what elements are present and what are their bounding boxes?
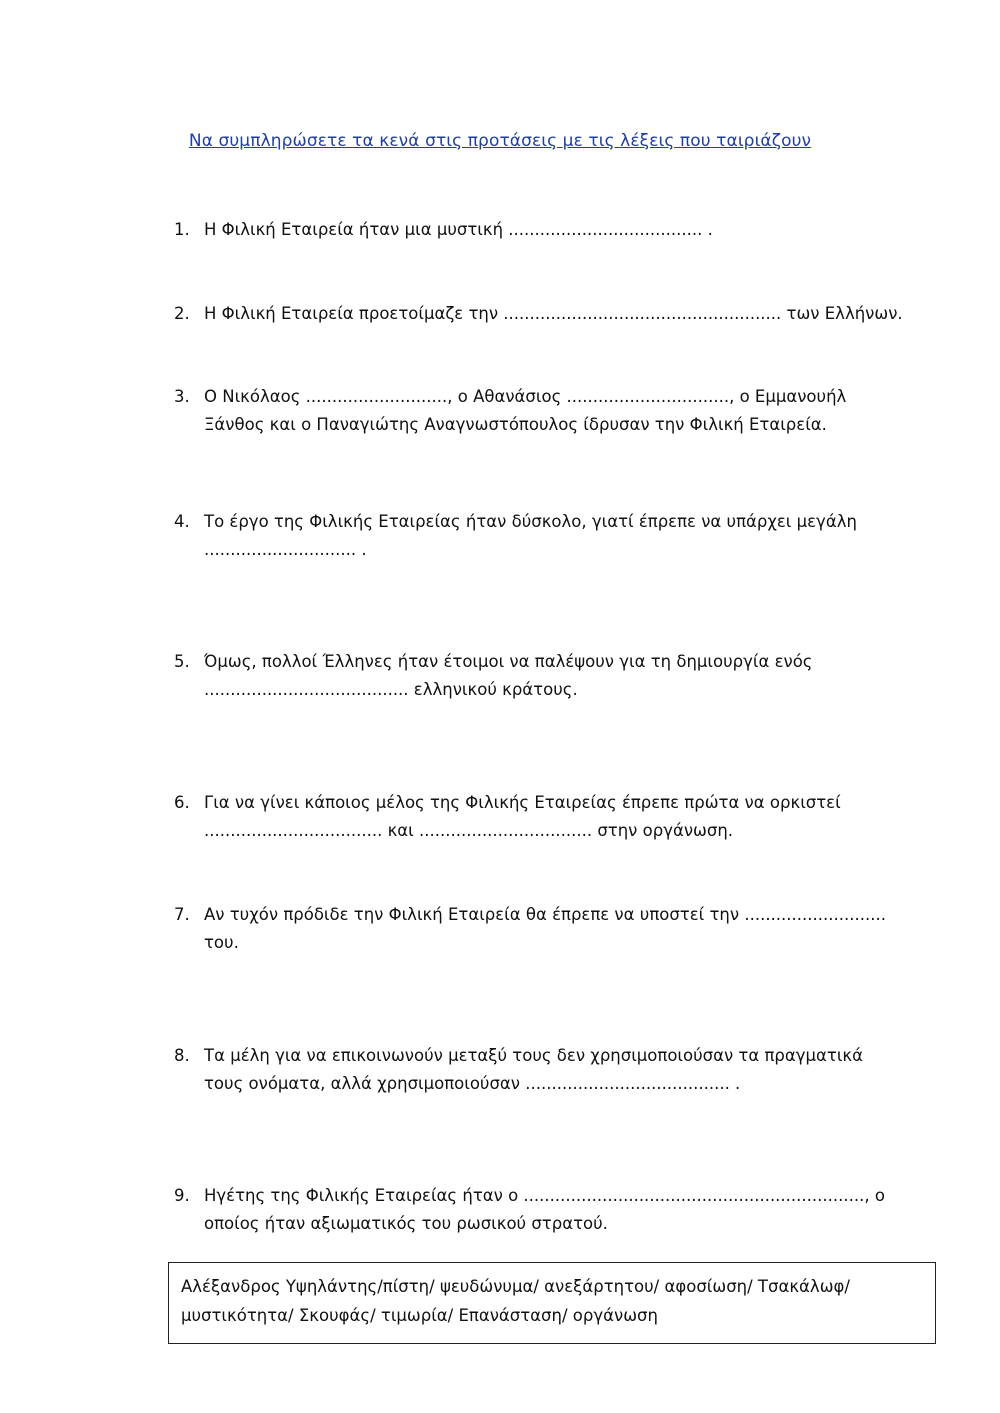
question-number: 9. — [174, 1186, 190, 1205]
question-3 — [174, 383, 934, 439]
question-number: 5. — [174, 652, 190, 671]
question-9 — [174, 1182, 934, 1238]
question-line: ............................. . — [204, 540, 367, 559]
question-line: Ο Νικόλαος ..........................., ο Αθανάσιος ..............................., ο Εμμανουήλ — [204, 387, 847, 406]
question-text — [204, 789, 934, 845]
question-6 — [174, 789, 934, 845]
question-number: 6. — [174, 793, 190, 812]
question-line: Τα μέλη για να επικοινωνούν μεταξύ τους δεν χρησιμοποιούσαν τα πραγματικά — [204, 1046, 864, 1065]
question-line: του. — [204, 933, 239, 952]
question-line: Για να γίνει κάποιος μέλος της Φιλικής Εταιρείας έπρεπε πρώτα να ορκιστεί — [204, 793, 841, 812]
question-text — [204, 648, 934, 704]
question-2 — [174, 300, 934, 328]
question-number: 2. — [174, 304, 190, 323]
question-4 — [174, 508, 934, 564]
question-7 — [174, 901, 934, 957]
question-line: Όμως, πολλοί Έλληνες ήταν έτοιμοι να παλέψουν για τη δημιουργία ενός — [204, 652, 813, 671]
question-number: 3. — [174, 387, 190, 406]
question-number: 8. — [174, 1046, 190, 1065]
question-line: Ξάνθος και ο Παναγιώτης Αναγνωστόπουλος ίδρυσαν την Φιλική Εταιρεία. — [204, 415, 827, 434]
word-bank-line: Αλέξανδρος Υψηλάντης/πίστη/ ψευδώνυμα/ ανεξάρτητου/ αφοσίωση/ Τσακάλωφ/ — [181, 1277, 850, 1296]
question-line: Η Φιλική Εταιρεία ήταν μια μυστική ..................................... . — [204, 220, 713, 239]
question-line: .................................. και ................................. στην οργάνωση. — [204, 821, 734, 840]
page-title: Να συμπληρώσετε τα κενά στις προτάσεις με τις λέξεις που ταιριάζουν — [188, 131, 812, 151]
question-8 — [174, 1042, 934, 1098]
question-text — [204, 216, 934, 244]
question-text — [204, 1042, 934, 1098]
question-line: Η Φιλική Εταιρεία προετοίμαζε την ..................................................... των Ελλήνων. — [204, 304, 903, 323]
question-text — [204, 901, 934, 957]
question-line: Αν τυχόν πρόδιδε την Φιλική Εταιρεία θα έπρεπε να υποστεί την ........................... — [204, 905, 886, 924]
question-text — [204, 508, 934, 564]
word-bank-box — [168, 1262, 936, 1344]
question-number: 4. — [174, 512, 190, 531]
question-1 — [174, 216, 934, 244]
question-line: τους ονόματα, αλλά χρησιμοποιούσαν ....................................... . — [204, 1074, 741, 1093]
question-line: Ηγέτης της Φιλικής Εταιρείας ήταν ο ................................................................., ο — [204, 1186, 885, 1205]
question-line: ....................................... ελληνικού κράτους. — [204, 680, 578, 699]
word-bank-line: μυστικότητα/ Σκουφάς/ τιμωρία/ Επανάσταση/ οργάνωση — [181, 1306, 658, 1325]
question-text — [204, 1182, 934, 1238]
question-line: Το έργο της Φιλικής Εταιρείας ήταν δύσκολο, γιατί έπρεπε να υπάρχει μεγάλη — [204, 512, 857, 531]
question-text — [204, 383, 934, 439]
question-5 — [174, 648, 934, 704]
question-number: 7. — [174, 905, 190, 924]
question-text — [204, 300, 934, 328]
question-number: 1. — [174, 220, 190, 239]
question-line: οποίος ήταν αξιωματικός του ρωσικού στρατού. — [204, 1214, 608, 1233]
